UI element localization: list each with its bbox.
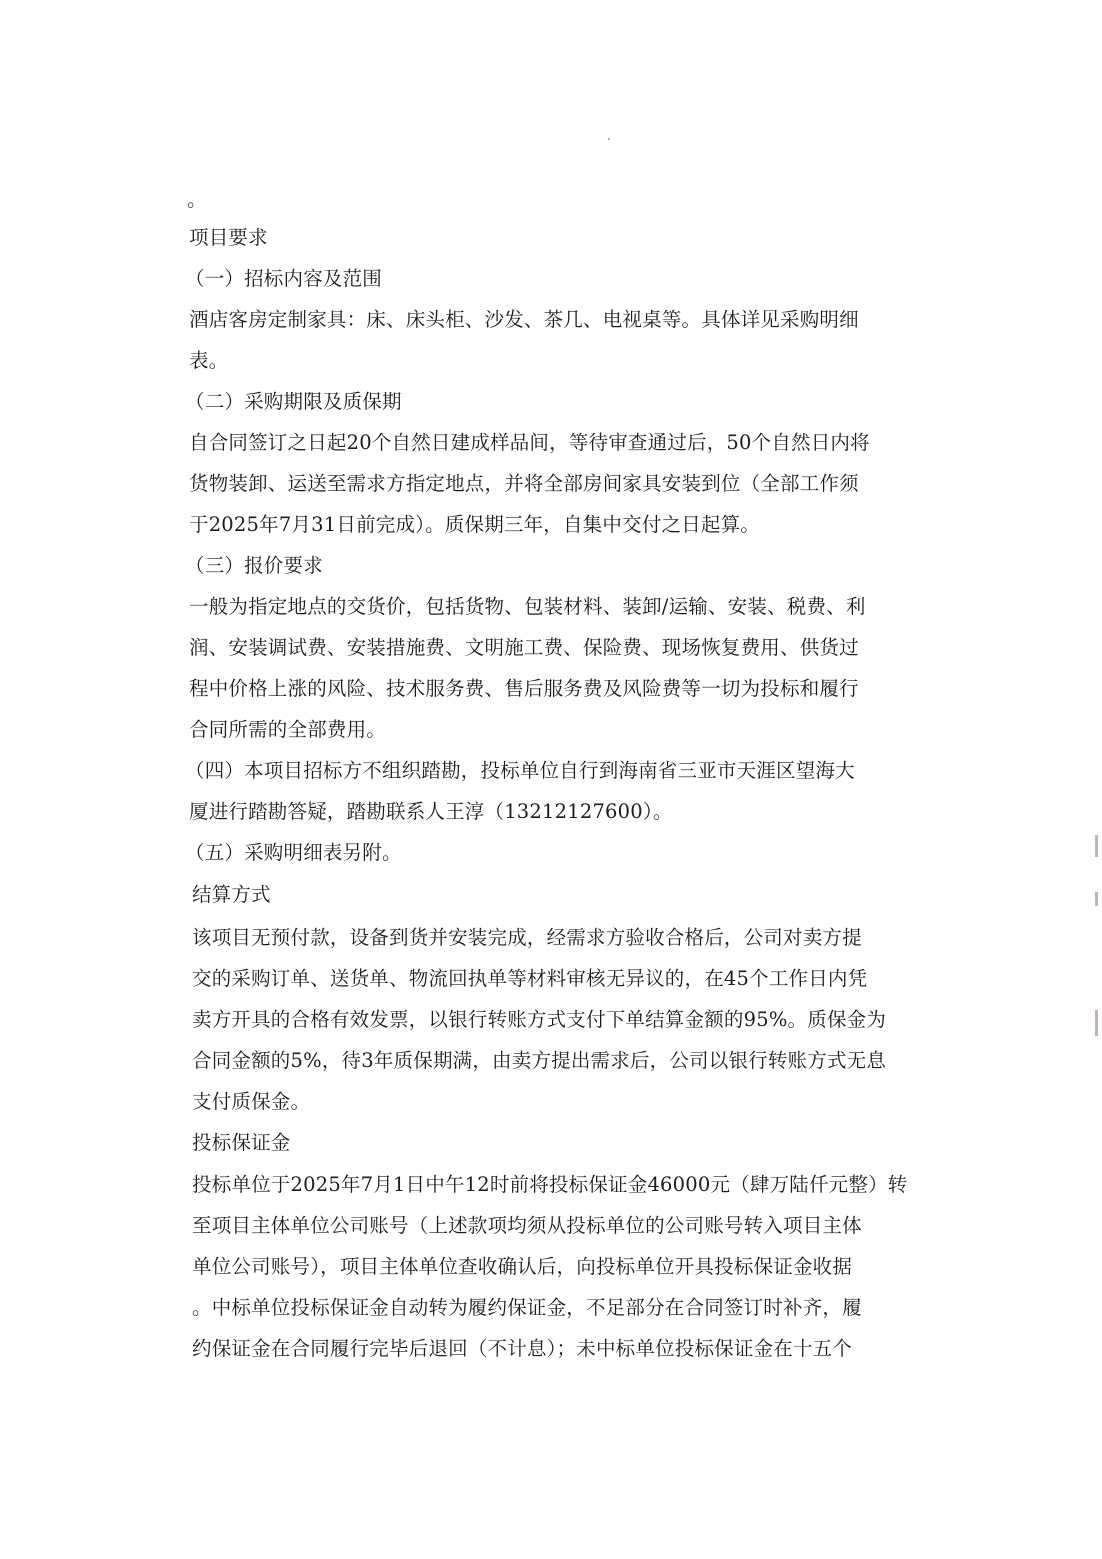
seal-edge-mark xyxy=(1095,892,1098,906)
paragraph-line: 厦进行踏勘答疑，踏勘联系人王淳（13212127600）。 xyxy=(189,800,673,823)
subheading-quote: （三）报价要求 xyxy=(185,554,323,577)
section-heading-project-requirements: 项目要求 xyxy=(189,226,268,249)
paragraph-line: （四）本项目招标方不组织踏勘，投标单位自行到海南省三亚市天涯区望海大 xyxy=(185,759,855,782)
paragraph-line: 。中标单位投标保证金自动转为履约保证金，不足部分在合同签订时补齐，履 xyxy=(192,1296,862,1319)
section-heading-bid-bond: 投标保证金 xyxy=(192,1131,291,1154)
seal-edge-mark xyxy=(1095,1010,1098,1036)
paragraph-line: 至项目主体单位公司账号（上述款项均须从投标单位的公司账号转入项目主体 xyxy=(192,1214,862,1237)
paragraph-line: 投标单位于2025年7月1日中午12时前将投标保证金46000元（肆万陆仟元整）转 xyxy=(192,1173,908,1196)
paragraph-line: 自合同签订之日起20个自然日建成样品间，等待审查通过后，50个自然日内将 xyxy=(189,431,870,454)
subheading-scope: （一）招标内容及范围 xyxy=(185,267,383,290)
paragraph-line: 表。 xyxy=(189,349,229,372)
subheading-detail-list: （五）采购明细表另附。 xyxy=(185,841,402,864)
paragraph-line: 一般为指定地点的交货价，包括货物、包装材料、装卸/运输、安装、税费、利 xyxy=(189,595,866,618)
paragraph-line: 酒店客房定制家具：床、床头柜、沙发、茶几、电视桌等。具体详见采购明细 xyxy=(189,308,859,331)
paragraph-line: 该项目无预付款，设备到货并安装完成，经需求方验收合格后，公司对卖方提 xyxy=(192,926,862,949)
subheading-period: （二）采购期限及质保期 xyxy=(185,390,402,413)
section-heading-settlement: 结算方式 xyxy=(192,883,271,906)
paragraph-line: 于2025年7月31日前完成）。质保期三年，自集中交付之日起算。 xyxy=(189,513,760,536)
paragraph-line: 交的采购订单、送货单、物流回执单等材料审核无异议的，在45个工作日内凭 xyxy=(192,967,868,990)
paragraph-line: 单位公司账号），项目主体单位查收确认后，向投标单位开具投标保证金收据 xyxy=(192,1255,853,1278)
seal-edge-mark xyxy=(1095,835,1098,857)
scan-speck xyxy=(608,138,610,140)
paragraph-line: 约保证金在合同履行完毕后退回（不计息）；未中标单位投标保证金在十五个 xyxy=(192,1337,853,1360)
paragraph-line: 卖方开具的合格有效发票，以银行转账方式支付下单结算金额的95%。质保金为 xyxy=(192,1008,887,1031)
paragraph-line: 货物装卸、运送至需求方指定地点，并将全部房间家具安装到位（全部工作须 xyxy=(189,472,859,495)
paragraph-line: 合同金额的5%，待3年质保期满，由卖方提出需求后，公司以银行转账方式无息 xyxy=(192,1049,887,1072)
paragraph-line: 支付质保金。 xyxy=(192,1090,311,1113)
paragraph-line: 润、安装调试费、安装措施费、文明施工费、保险费、现场恢复费用、供货过 xyxy=(189,636,859,659)
stray-period: 。 xyxy=(187,188,207,211)
paragraph-line: 合同所需的全部费用。 xyxy=(189,718,387,741)
paragraph-line: 程中价格上涨的风险、技术服务费、售后服务费及风险费等一切为投标和履行 xyxy=(189,677,859,700)
